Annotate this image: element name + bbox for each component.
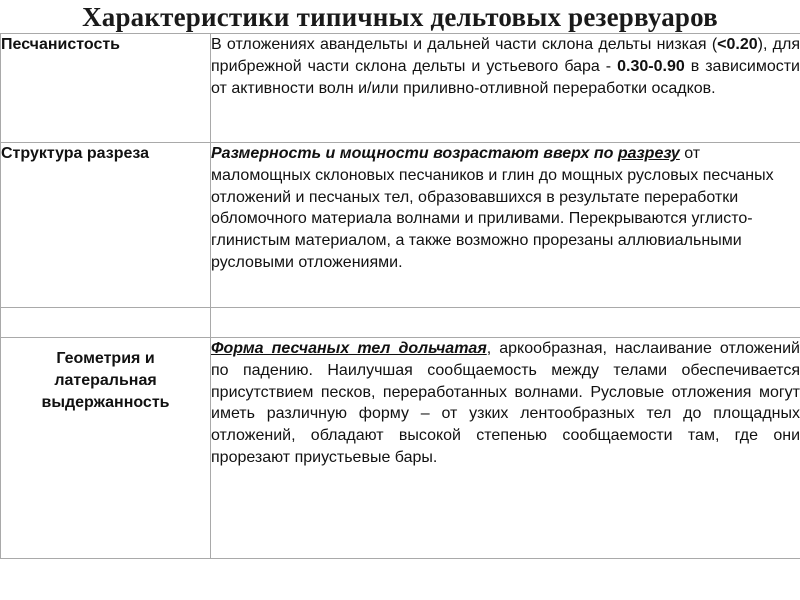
empty-text-cell: [211, 308, 800, 338]
empty-label-cell: [1, 308, 211, 338]
table-row: [1, 143, 800, 308]
table-row-empty: [1, 308, 800, 338]
slide-title: Характеристики типичных дельтовых резервуаров: [82, 2, 718, 32]
row-label-section-structure: Структура разреза: [1, 143, 211, 308]
row-text-sand-content: [211, 34, 800, 143]
row-label-sand-content: Песчанистость: [1, 34, 211, 143]
row-label-geometry: Геометрия и латеральная выдержанность: [1, 338, 211, 559]
sand-content-text-part: в зависимости от активности волн и/или приливно-отливной переработки осадков.: [211, 57, 800, 97]
table-row: [1, 338, 800, 559]
section-structure-emphasis: Размерность и мощности возрастают вверх по: [211, 145, 618, 162]
geometry-emphasis-underlined: Форма песчаных тел дольчатая: [211, 340, 487, 357]
row-text-geometry: [211, 338, 800, 559]
row-text-section-structure: [211, 143, 800, 308]
sand-content-range-value: 0.30-0.90: [617, 57, 685, 75]
geometry-text: , аркообразная, наслаивание отложений по падению. Наилучшая сообщаемость между телами обеспечивается присутствием песков, переработанных волнами. Русловые отложения могут иметь различную форму – от узких лентообразных тел до площадных отложений, обладают высокой степенью сообщаемости там, где они прорезают приустьевые бары.: [211, 340, 800, 466]
reservoir-characteristics-table: [0, 33, 800, 559]
section-structure-text: от маломощных склоновых песчаников и глин до мощных русловых песчаных отложений и песчаных тел, образовавшихся в результате переработки обломочного материала волнами и приливами. Перекрываются углисто-глинистым материалом, а также возможно прорезаны аллювиальными русловыми отложениями.: [211, 145, 774, 271]
sand-content-text-part: ), для прибрежной части склона дельты и устьевого бара -: [211, 36, 800, 75]
sand-content-low-value: <0.20: [717, 36, 758, 53]
sand-content-text-part: В отложениях авандельты и дальней части склона дельты низкая (: [211, 36, 718, 53]
table-row: [1, 34, 800, 143]
section-structure-emphasis-underlined: разрезу: [617, 145, 680, 162]
